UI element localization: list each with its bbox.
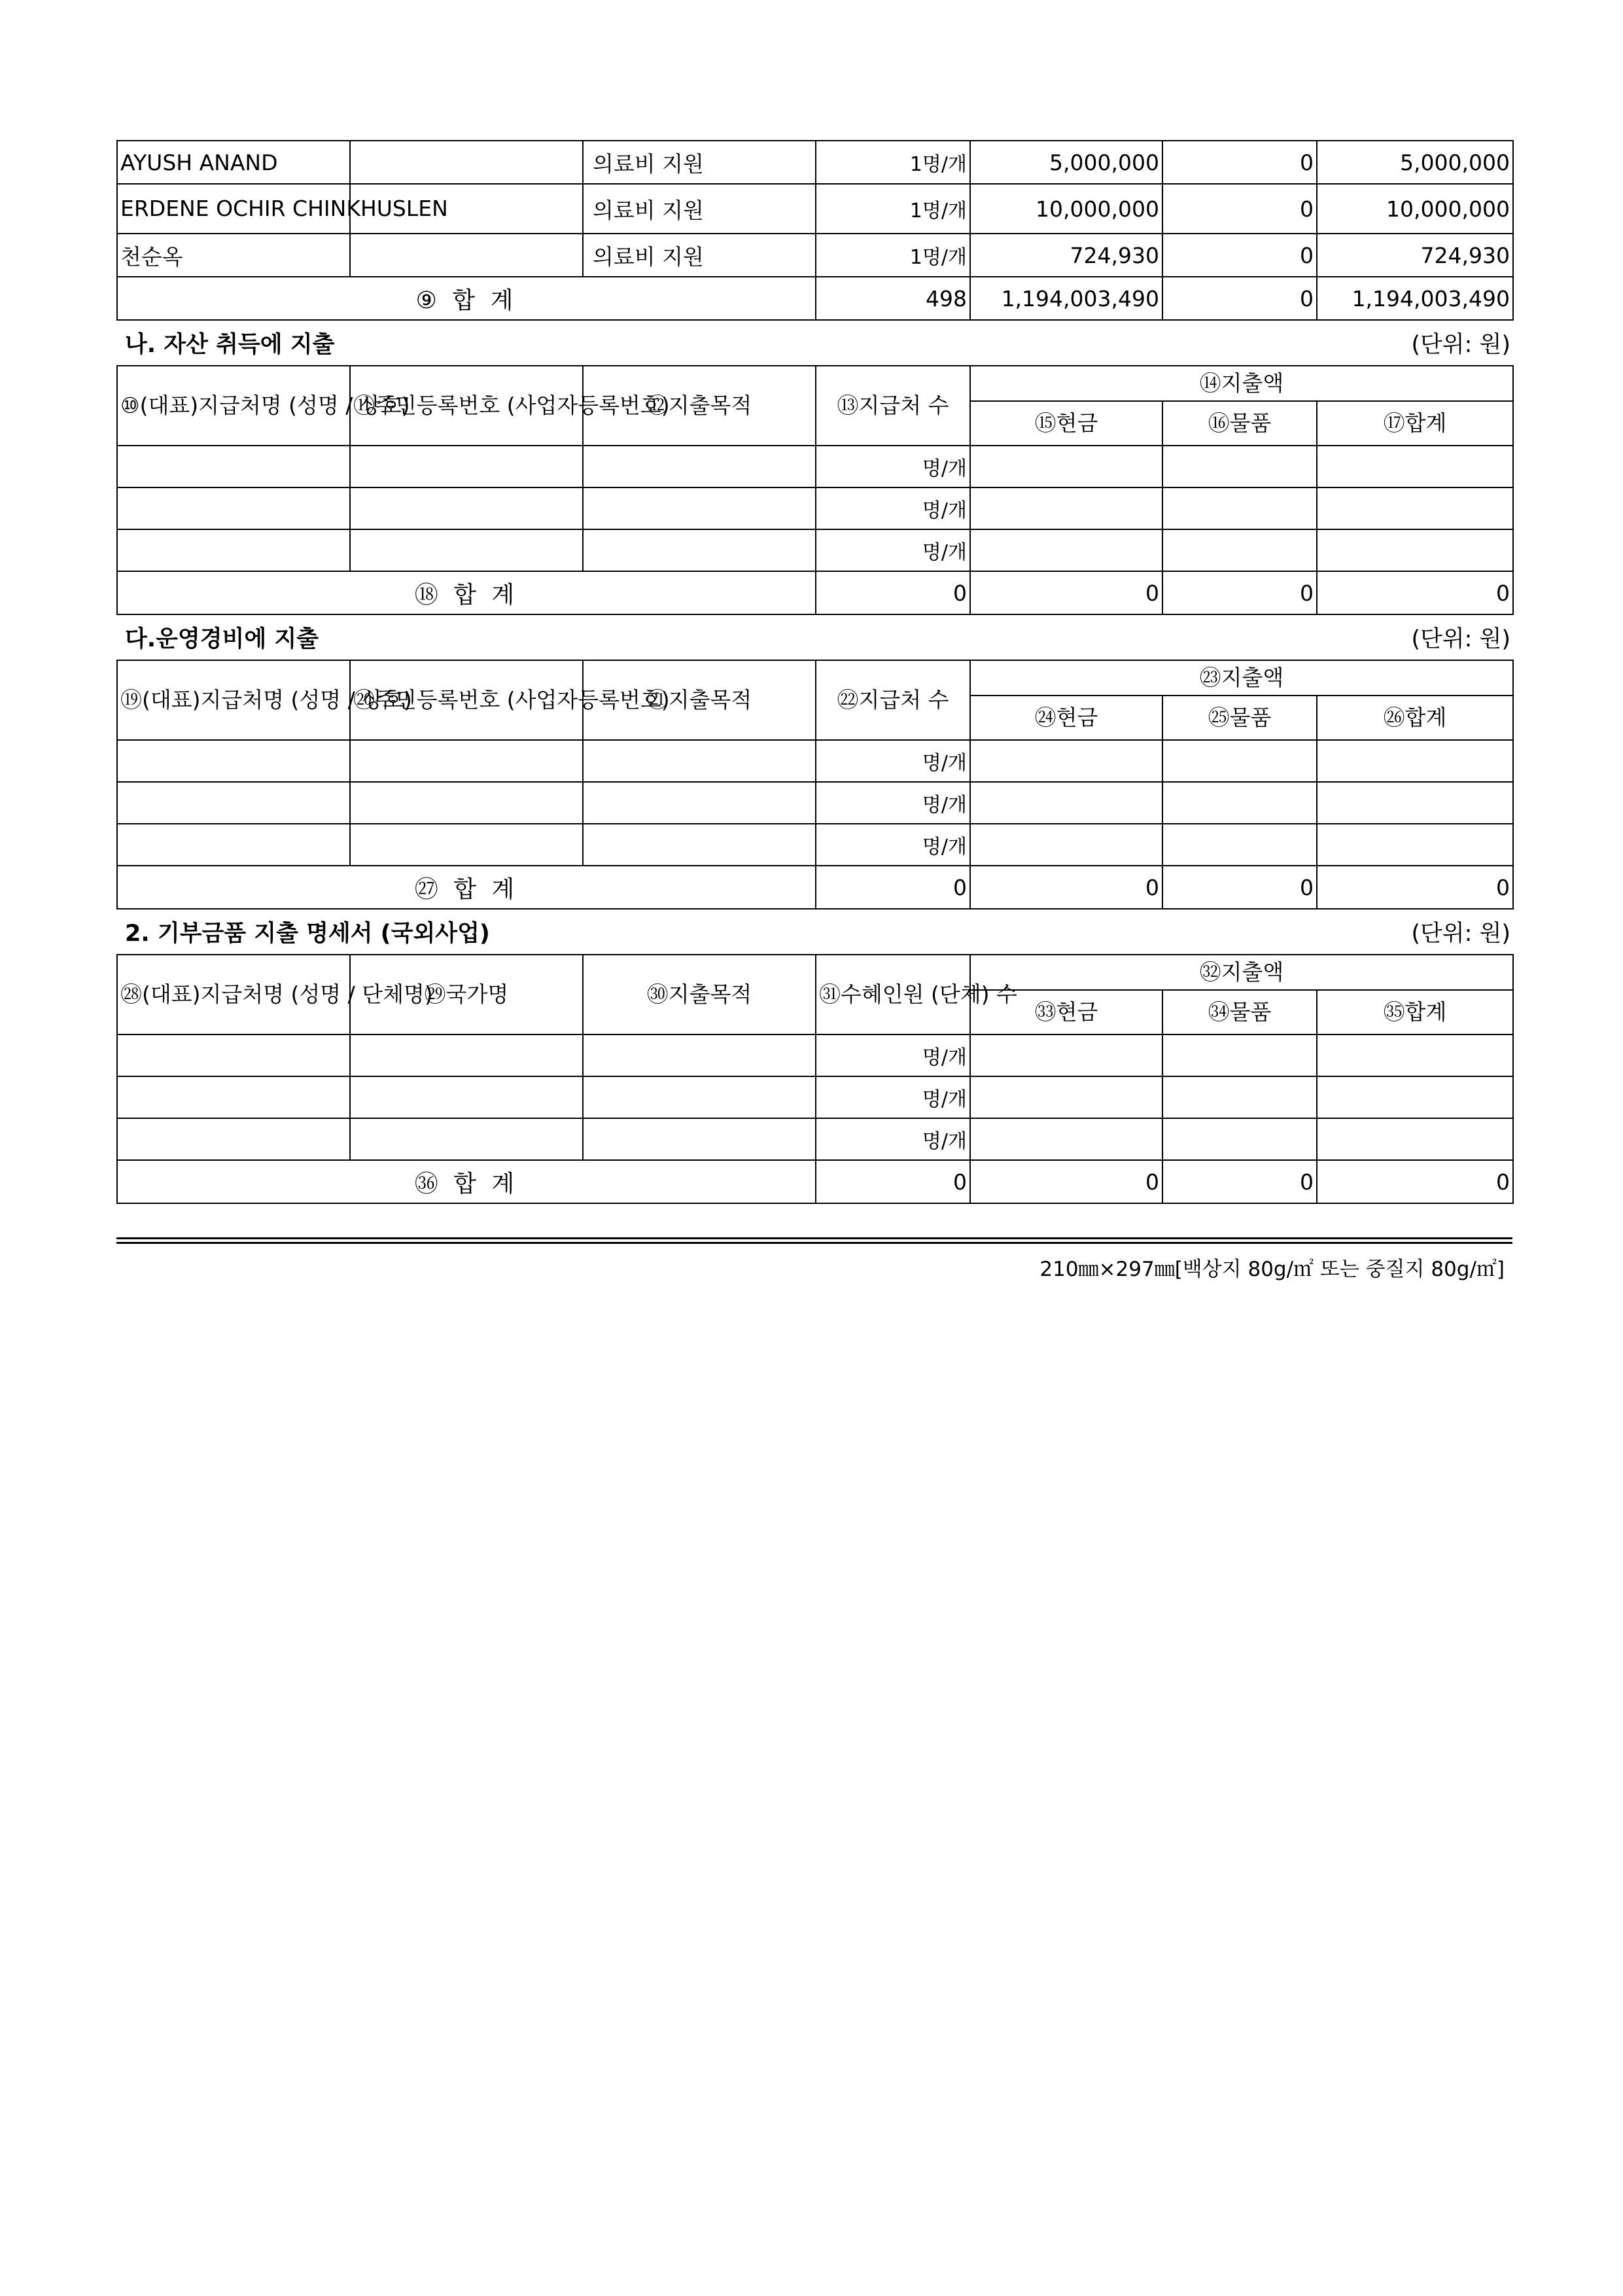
sum-goods-cell: 0 <box>1162 571 1317 614</box>
sum-label-cell <box>117 1160 816 1203</box>
table-row <box>117 1034 1513 1076</box>
header-goods: ㉞물품 <box>1162 990 1317 1034</box>
table-row <box>117 446 1513 487</box>
section-title: 다.운영경비에 지출 <box>125 626 319 652</box>
header-amount: ㉜지출액 <box>970 955 1513 990</box>
sum-label-cell <box>117 866 816 909</box>
purpose-cell: 의료비 지원 <box>583 141 816 184</box>
sum-goods-cell: 0 <box>1162 277 1317 320</box>
goods-cell: 0 <box>1162 141 1317 184</box>
paper-size-footnote: 210㎜×297㎜[백상지 80g/㎡ 또는 중질지 80g/㎡] <box>1039 1258 1505 1281</box>
table-row <box>117 740 1513 782</box>
count-unit-cell: 명/개 <box>816 782 970 824</box>
table-row <box>117 824 1513 866</box>
header-row <box>117 955 1513 990</box>
section-total-row <box>117 277 1513 320</box>
unit-label: (단위: 원) <box>1411 626 1510 652</box>
section-title-row <box>117 909 1513 955</box>
header-count: ㉒지급처 수 <box>816 660 970 740</box>
table-row <box>117 1076 1513 1118</box>
count-unit-cell: 명/개 <box>816 487 970 529</box>
sum-label: ⑨ 합 계 <box>415 287 517 314</box>
goods-cell: 0 <box>1162 234 1317 277</box>
count-cell: 1명/개 <box>816 184 970 234</box>
count-cell: 1명/개 <box>816 141 970 184</box>
header-purpose: ⑫지출목적 <box>583 366 816 446</box>
sum-goods-cell: 0 <box>1162 1160 1317 1203</box>
count-unit-cell: 명/개 <box>816 740 970 782</box>
header-goods: ⑯물품 <box>1162 401 1317 446</box>
sum-goods-cell: 0 <box>1162 866 1317 909</box>
header-amount: ⑭지출액 <box>970 366 1513 401</box>
sum-count-cell: 0 <box>816 571 970 614</box>
header-row <box>117 366 1513 401</box>
recipient-name-cell: 천순옥 <box>117 234 350 277</box>
sum-label-cell <box>117 277 816 320</box>
section-total-row <box>117 1160 1513 1203</box>
section-title: 2. 기부금품 지출 명세서 (국외사업) <box>125 921 490 947</box>
sum-count-cell: 0 <box>816 866 970 909</box>
header-amount: ㉓지출액 <box>970 660 1513 696</box>
sum-label-cell <box>117 571 816 614</box>
purpose-cell: 의료비 지원 <box>583 234 816 277</box>
section-title-cell <box>117 614 1513 660</box>
header-count: ㉛수혜인원 (단체) 수 <box>816 955 970 1034</box>
table-row <box>117 141 1513 184</box>
header-recipient: ⑲(대표)지급처명 (성명 / 상호) <box>117 660 350 740</box>
sum-total-cell: 0 <box>1317 866 1513 909</box>
header-purpose: ㉑지출목적 <box>583 660 816 740</box>
section-title-row <box>117 614 1513 660</box>
count-unit-cell: 명/개 <box>816 1034 970 1076</box>
section-title-cell <box>117 320 1513 366</box>
count-unit-cell: 명/개 <box>816 1118 970 1160</box>
total-cell: 724,930 <box>1317 234 1513 277</box>
table-row <box>117 529 1513 571</box>
table-row <box>117 184 1513 234</box>
count-unit-cell: 명/개 <box>816 529 970 571</box>
cash-cell: 10,000,000 <box>970 184 1162 234</box>
recipient-name-cell: AYUSH ANAND <box>117 141 350 184</box>
section-total-row <box>117 571 1513 614</box>
sum-label: ㊱ 합 계 <box>414 1170 519 1197</box>
count-unit-cell: 명/개 <box>816 1076 970 1118</box>
sum-count-cell: 0 <box>816 1160 970 1203</box>
table-row <box>117 1118 1513 1160</box>
sum-total-cell: 0 <box>1317 571 1513 614</box>
section-title-row <box>117 320 1513 366</box>
header-total: ㉖합계 <box>1317 696 1513 740</box>
header-registration: ⑳주민등록번호 (사업자등록번호) <box>350 660 583 740</box>
header-total: ⑰합계 <box>1317 401 1513 446</box>
total-cell: 10,000,000 <box>1317 184 1513 234</box>
recipient-name-cell: ERDENE OCHIR CHINKHUSLEN <box>117 184 350 234</box>
header-total: ㉟합계 <box>1317 990 1513 1034</box>
header-cash: ㉔현금 <box>970 696 1162 740</box>
sum-label: ㉗ 합 계 <box>414 875 519 903</box>
cash-cell: 5,000,000 <box>970 141 1162 184</box>
header-goods: ㉕물품 <box>1162 696 1317 740</box>
cash-cell: 724,930 <box>970 234 1162 277</box>
count-unit-cell: 명/개 <box>816 446 970 487</box>
sum-label: ⑱ 합 계 <box>414 581 519 609</box>
unit-label: (단위: 원) <box>1411 921 1510 947</box>
header-cash: ㉝현금 <box>970 990 1162 1034</box>
total-cell: 5,000,000 <box>1317 141 1513 184</box>
header-cash: ⑮현금 <box>970 401 1162 446</box>
table-row <box>117 782 1513 824</box>
header-purpose: ㉚지출목적 <box>583 955 816 1034</box>
sum-cash-cell: 1,194,003,490 <box>970 277 1162 320</box>
section-title-cell <box>117 909 1513 955</box>
count-cell: 1명/개 <box>816 234 970 277</box>
header-country: ㉙국가명 <box>350 955 583 1034</box>
purpose-cell: 의료비 지원 <box>583 184 816 234</box>
sum-total-cell: 1,194,003,490 <box>1317 277 1513 320</box>
table-row <box>117 487 1513 529</box>
sum-cash-cell: 0 <box>970 571 1162 614</box>
header-count: ⑬지급처 수 <box>816 366 970 446</box>
header-row <box>117 660 1513 696</box>
section-total-row <box>117 866 1513 909</box>
registration-number-cell <box>350 141 583 184</box>
unit-label: (단위: 원) <box>1411 332 1510 358</box>
header-recipient: ⑩(대표)지급처명 (성명 / 상호) <box>117 366 350 446</box>
bottom-double-rule <box>116 1237 1512 1244</box>
goods-cell: 0 <box>1162 184 1317 234</box>
sum-cash-cell: 0 <box>970 866 1162 909</box>
sum-count-cell: 498 <box>816 277 970 320</box>
expenditure-table <box>116 140 1514 1204</box>
sum-total-cell: 0 <box>1317 1160 1513 1203</box>
section-title: 나. 자산 취득에 지출 <box>125 332 335 358</box>
sum-cash-cell: 0 <box>970 1160 1162 1203</box>
header-registration: ⑪주민등록번호 (사업자등록번호) <box>350 366 583 446</box>
header-recipient: ㉘(대표)지급처명 (성명 / 단체명) <box>117 955 350 1034</box>
registration-number-cell <box>350 234 583 277</box>
table-row <box>117 234 1513 277</box>
count-unit-cell: 명/개 <box>816 824 970 866</box>
